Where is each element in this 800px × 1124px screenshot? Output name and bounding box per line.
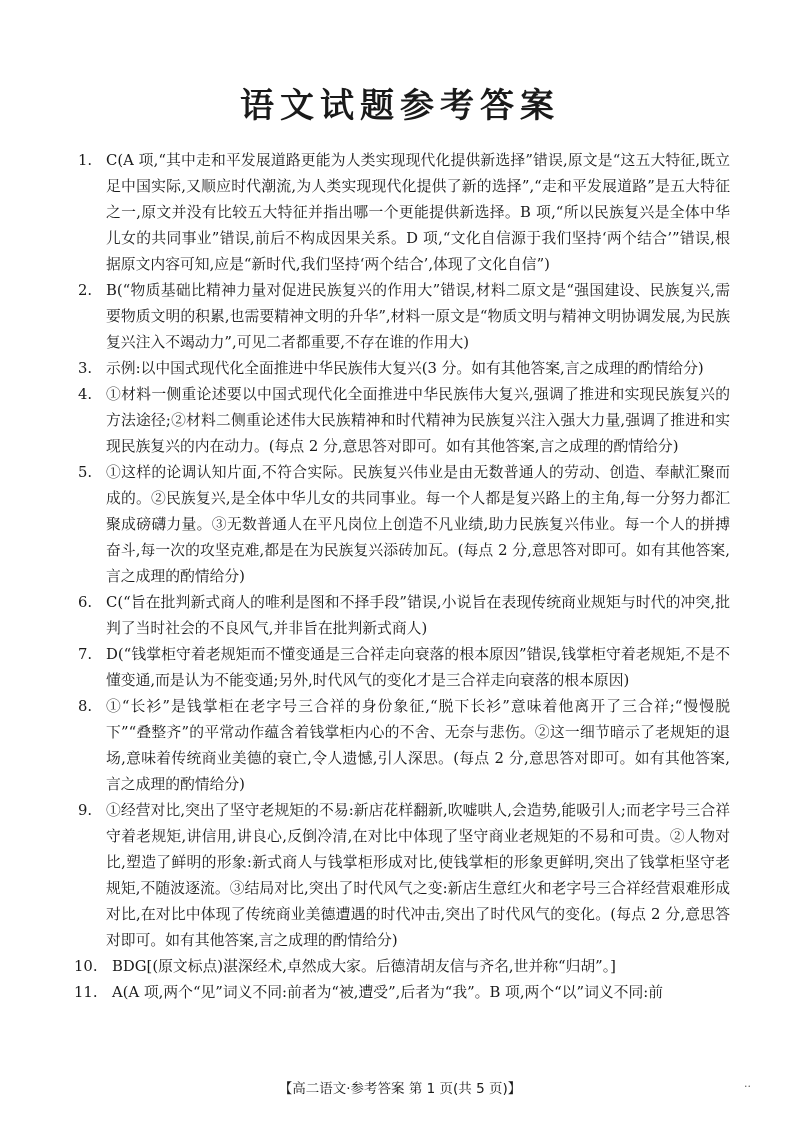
answer-number: 6. [78, 594, 93, 611]
answer-text: A(A 项,两个“见”词义不同:前者为“被,遭受”,后者为“我”。B 项,两个“以”词义不同:前 [112, 984, 664, 1001]
answer-item-4 [78, 382, 730, 460]
answer-text: ①材料一侧重论述要以中国式现代化全面推进中华民族伟大复兴,强调了推进和实现民族复兴的方法途径;②材料二侧重论述伟大民族精神和时代精神为民族复兴注入强大力量,强调了推进和实现民族复兴的内在动力。(每点 2 分,意思答对即可。如有其他答案,言之成理的酌情给分) [106, 386, 730, 455]
answer-item-2 [78, 278, 730, 356]
answer-number: 5. [78, 464, 93, 481]
answer-number: 1. [78, 152, 93, 169]
answer-item-3 [78, 356, 730, 382]
answer-text: BDG[(原文标点)湛深经术,卓然成大家。后德清胡友信与齐名,世并称“归胡”。] [112, 958, 616, 975]
page-title: 语文试题参考答案 [240, 86, 560, 126]
answer-number: 10. [74, 958, 98, 975]
answer-text: ①“长衫”是钱掌柜在老字号三合祥的身份象征,“脱下长衫”意味着他离开了三合祥;“慢慢脱下”“叠整齐”的平常动作蕴含着钱掌柜内心的不舍、无奈与悲伤。②这一细节暗示了老规矩的退场,意味着传统商业美德的衰亡,令人遗憾,引人深思。(每点 2 分,意思答对即可。如有其他答案,言之成理的酌情给分) [106, 698, 730, 793]
answer-item-1 [78, 148, 730, 278]
answer-list [74, 148, 730, 1006]
answer-item-10 [74, 954, 730, 980]
answer-item-5 [78, 460, 730, 590]
answer-number: 9. [78, 802, 93, 819]
answer-number: 11. [74, 984, 98, 1001]
answer-number: 4. [78, 386, 93, 403]
answer-number: 7. [78, 646, 93, 663]
page-footer: 【高二语文·参考答案 第 1 页(共 5 页)】 [278, 1081, 522, 1097]
corner-mark: ·· [744, 1080, 751, 1093]
answer-item-9 [78, 798, 730, 954]
answer-text: 示例:以中国式现代化全面推进中华民族伟大复兴(3 分。如有其他答案,言之成理的酌情给分) [106, 360, 704, 377]
answer-item-6 [78, 590, 730, 642]
answer-text: D(“钱掌柜守着老规矩而不懂变通是三合祥走向衰落的根本原因”错误,钱掌柜守着老规矩,不是不懂变通,而是认为不能变通;另外,时代风气的变化才是三合祥走向衰落的根本原因) [106, 646, 730, 689]
answer-text: C(“旨在批判新式商人的唯利是图和不择手段”错误,小说旨在表现传统商业规矩与时代的冲突,批判了当时社会的不良风气,并非旨在批判新式商人) [106, 594, 730, 637]
answer-text: C(A 项,“其中走和平发展道路更能为人类实现现代化提供新选择”错误,原文是“这五大特征,既立足中国实际,又顺应时代潮流,为人类实现现代化提供了新的选择”,“走和平发展道路”是五大特征之一,原文并没有比较五大特征并指出哪一个更能提供新选择。B 项,“所以民族复兴是全体中华儿女的共同事业”错误,前后不构成因果关系。D 项,“文化自信源于我们坚持‘两个结合’”错误,根据原文内容可知,应是“新时代,我们坚持‘两个结合’,体现了文化自信”) [106, 152, 730, 273]
answer-item-8 [78, 694, 730, 798]
answer-text: ①经营对比,突出了坚守老规矩的不易:新店花样翻新,吹嘘哄人,会造势,能吸引人;而老字号三合祥守着老规矩,讲信用,讲良心,反倒冷清,在对比中体现了坚守商业老规矩的不易和可贵。②人物对比,塑造了鲜明的形象:新式商人与钱掌柜形成对比,使钱掌柜的形象更鲜明,突出了钱掌柜坚守老规矩,不随波逐流。③结局对比,突出了时代风气之变:新店生意红火和老字号三合祥经营艰难形成对比,在对比中体现了传统商业美德遭遇的时代冲击,突出了时代风气的变化。(每点 2 分,意思答对即可。如有其他答案,言之成理的酌情给分) [106, 802, 730, 949]
answer-number: 8. [78, 698, 93, 715]
answer-number: 3. [78, 360, 93, 377]
answer-item-7 [78, 642, 730, 694]
answer-text: B(“物质基础比精神力量对促进民族复兴的作用大”错误,材料二原文是“强国建设、民族复兴,需要物质文明的积累,也需要精神文明的升华”,材料一原文是“物质文明与精神文明协调发展,为民族复兴注入不竭动力”,可见二者都重要,不存在谁的作用大) [106, 282, 730, 351]
answer-text: ①这样的论调认知片面,不符合实际。民族复兴伟业是由无数普通人的劳动、创造、奉献汇聚而成的。②民族复兴,是全体中华儿女的共同事业。每一个人都是复兴路上的主角,每一分努力都汇聚成磅礴力量。③无数普通人在平凡岗位上创造不凡业绩,助力民族复兴伟业。每一个人的拼搏奋斗,每一次的攻坚克难,都是在为民族复兴添砖加瓦。(每点 2 分,意思答对即可。如有其他答案,言之成理的酌情给分) [106, 464, 730, 585]
answer-number: 2. [78, 282, 93, 299]
answer-item-11 [74, 980, 730, 1006]
